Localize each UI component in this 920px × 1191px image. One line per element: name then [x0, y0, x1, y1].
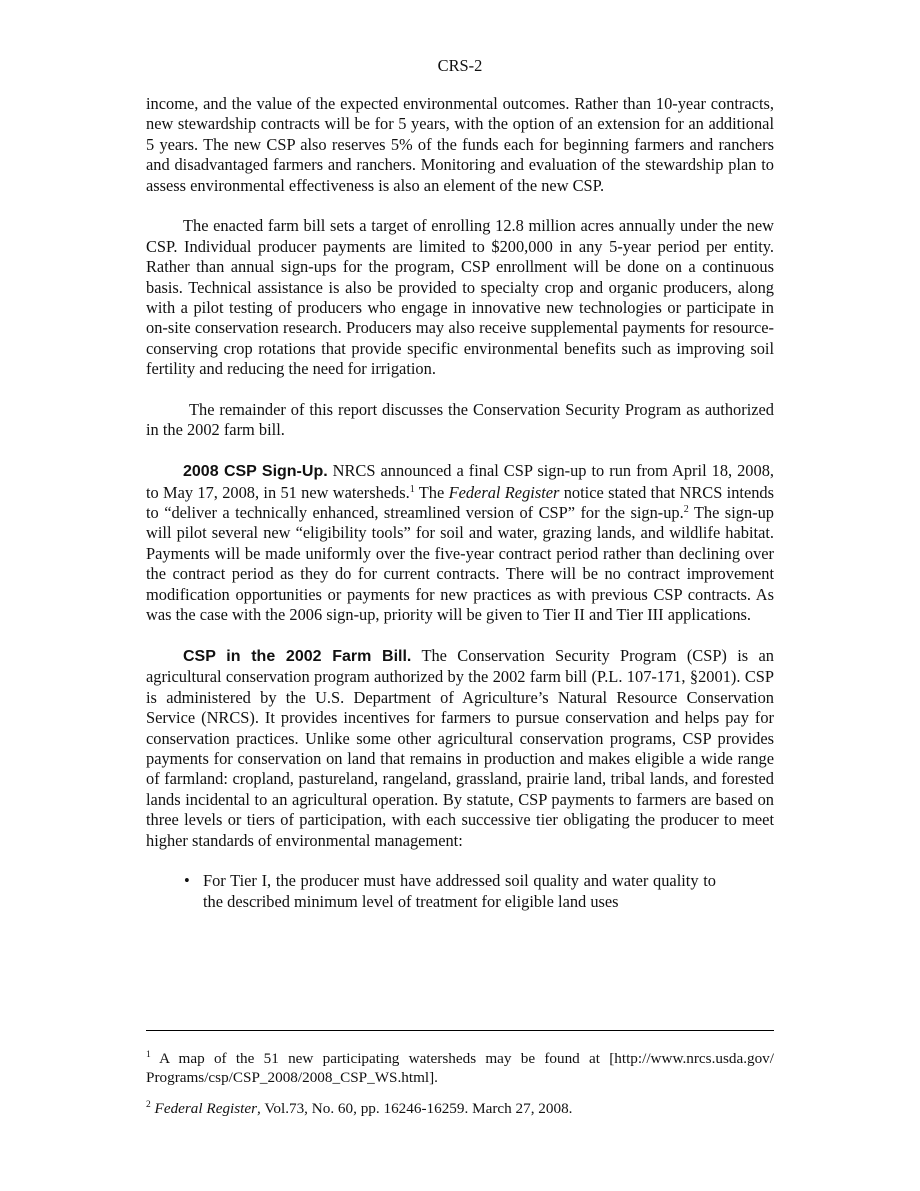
paragraph-csp-2002-farm-bill: [146, 646, 774, 851]
footnote-2: [146, 1099, 774, 1118]
paragraph-enrollment-target: The enacted farm bill sets a target of enrolling 12.8 million acres annually under the new CSP. Individual producer payments are limited to $200,000 in any 5-year period per entity. Rather than annual sign-ups for the program, CSP enrollment will be done on a continuous basis. Technical assistance is also be provided to specialty crop and organic producers, along with a pilot testing of producers who engage in innovative new technologies or participate in on-site conservation research. Producers may also receive supplemental payments for resource-conserving crop rotations that provide specific environmental benefits such as improving soil fertility and reducing the need for irrigation.: [146, 216, 774, 379]
federal-register-title: Federal Register: [448, 482, 560, 502]
signup-text-a: NRCS announced a final CSP sign-up to run from April 18, 2008, to May 17, 2008, in 51 new watersheds.: [146, 461, 774, 502]
footnote-text: A map of the 51 new participating watersheds may be found at [http://www.nrcs.usda.gov/ Programs/csp/CSP_2008/2008_CSP_WS.html].: [146, 1050, 774, 1086]
list-item: [146, 871, 774, 912]
paragraph-2008-signup: [146, 461, 774, 625]
section-heading-csp-2002-farm-bill: CSP in the 2002 Farm Bill.: [183, 647, 412, 665]
page-number-header: CRS-2: [437, 56, 483, 75]
tier-bullet-list: [146, 871, 774, 912]
bullet-marker: •: [184, 871, 190, 891]
footnote-ref-1[interactable]: 1: [409, 483, 415, 495]
report-body: [146, 94, 774, 912]
bullet-text: For Tier I, the producer must have addressed soil quality and water quality to the described minimum level of treatment for eligible land uses: [203, 871, 716, 911]
footnote-text: , Vol.73, No. 60, pp. 16246-16259. March 27, 2008.: [257, 1100, 573, 1117]
section-heading-2008-signup: 2008 CSP Sign-Up.: [183, 463, 328, 481]
footnote-number: 1: [146, 1050, 151, 1060]
footnote-ref-2[interactable]: 2: [683, 504, 689, 516]
farm-bill-text: The Conservation Security Program (CSP) is an agricultural conservation program authorized by the 2002 farm bill (P.L. 107-171, §2001). CSP is administered by the U.S. Department of Agriculture’s Natural Resource Conservation Service (NRCS). It provides incentives for farmers to pursue conservation and helps pay for conservation practices. Unlike some other agricultural conservation programs, CSP provides payments for conservation on land that remains in production and makes eligible a wide range of farmland: cropland, pastureland, rangeland, grassland, prairie land, tribal lands, and forested lands incidental to an agricultural operation. By statute, CSP payments to farmers are based on three levels or tiers of participation, with each successive tier obligating the producer to meet higher standards of environmental management:: [146, 645, 775, 850]
footnotes-section: [146, 1030, 774, 1118]
footnote-1: [146, 1049, 774, 1087]
paragraph-contract-terms: income, and the value of the expected environmental outcomes. Rather than 10-year contracts, new stewardship contracts will be for 5 years, with the option of an extension for an additional 5 years. The new CSP also reserves 5% of the funds each for beginning farmers and ranchers and disadvantaged farmers and ranchers. Monitoring and evaluation of the stewardship plan to assess environmental effectiveness is also an element of the new CSP.: [146, 94, 774, 195]
paragraph-report-scope: The remainder of this report discusses the Conservation Security Program as authorized in the 2002 farm bill.: [146, 400, 774, 440]
signup-text-b: The: [418, 482, 445, 502]
federal-register-title: Federal Register: [154, 1100, 258, 1117]
footnote-number: 2: [146, 1100, 151, 1110]
signup-text-c: notice stated that NRCS intends to “deliver a technically enhanced, streamlined version of CSP” for the sign-up.: [146, 482, 775, 523]
footnote-divider: [146, 1030, 774, 1031]
signup-text-d: The sign-up will pilot several new “eligibility tools” for soil and water, grazing lands, and wildlife habitat. Payments will be made uniformly over the five-year contract period rather than declining over the contract period as they do for current contracts. There will be no contract improvement modification opportunities or payments for new practices as with previous CSP contracts. As was the case with the 2006 sign-up, priority will be given to Tier II and Tier III applications.: [146, 503, 774, 625]
